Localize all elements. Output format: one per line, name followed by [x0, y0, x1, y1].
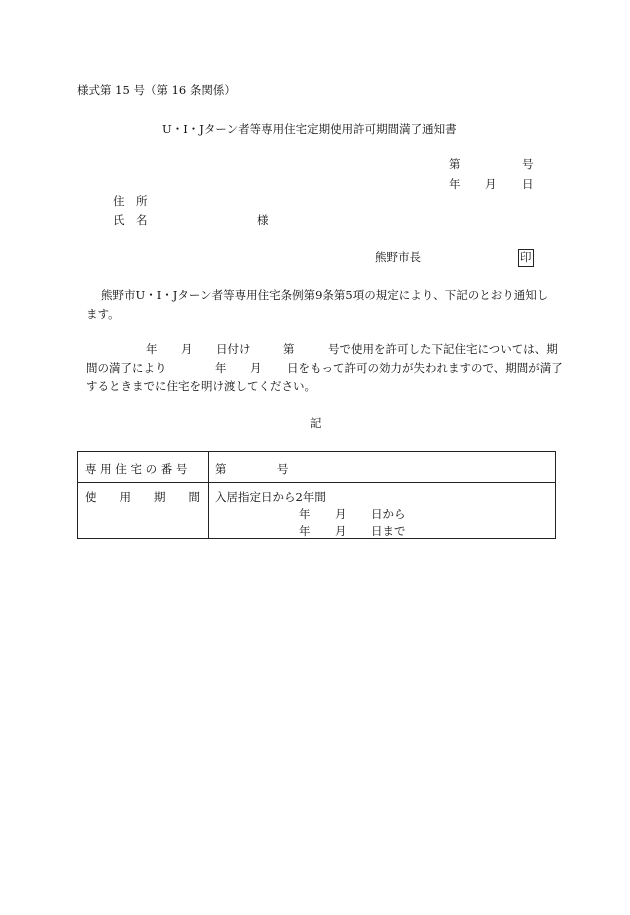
intro-line-1: 熊野市U・I・Jターン者等専用住宅条例第9条第5項の規定により、下記のとおり通知し	[101, 288, 549, 302]
period-from-year: 年	[299, 507, 311, 521]
doc-date-day: 日	[522, 177, 534, 191]
ki-heading: 記	[310, 416, 322, 430]
body-l1-month: 月	[181, 342, 193, 356]
house-number-go: 号	[277, 462, 289, 476]
body-l1-year: 年	[146, 342, 158, 356]
doc-date-year: 年	[449, 177, 461, 191]
body-line-3: するときまでに住宅を明け渡してください。	[86, 379, 316, 393]
sama-honorific: 様	[257, 213, 269, 227]
issuer-title: 熊野市長	[375, 250, 421, 264]
period-to-month: 月	[335, 524, 347, 538]
info-table	[77, 451, 556, 539]
use-period-label: 使 用 期 間	[85, 490, 200, 504]
body-l2-start: 間の満了により	[86, 361, 167, 375]
house-number-label: 専 用 住 宅 の 番 号	[85, 462, 188, 476]
address-label: 住 所	[113, 194, 148, 208]
name-label: 氏 名	[113, 213, 148, 227]
doc-number-go: 号	[522, 157, 534, 171]
house-number-value-cell	[209, 452, 556, 483]
body-l2-month: 月	[250, 361, 262, 375]
doc-number-dai: 第	[449, 157, 461, 171]
document-title: U・I・Jターン者等専用住宅定期使用許可期間満了通知書	[162, 122, 457, 136]
table-row	[78, 452, 556, 483]
body-l1-rest: 号で使用を許可した下記住宅については、期	[328, 342, 558, 356]
table-row	[78, 483, 556, 539]
body-l2-year: 年	[215, 361, 227, 375]
body-l2-rest: 日をもって許可の効力が失われますので、期間が満了	[287, 361, 563, 375]
form-number-label: 様式第 15 号（第 16 条関係）	[77, 83, 236, 97]
period-to-year: 年	[299, 524, 311, 538]
use-period-line-1: 入居指定日から2年間	[215, 490, 326, 504]
house-number-dai: 第	[215, 462, 227, 476]
house-number-label-cell	[78, 452, 209, 483]
period-to-day: 日まで	[371, 524, 406, 538]
seal-mark: 印	[518, 249, 534, 267]
period-from-day: 日から	[371, 507, 406, 521]
period-from-month: 月	[335, 507, 347, 521]
use-period-value-cell	[209, 483, 556, 539]
intro-line-2: ます。	[86, 307, 120, 321]
body-l1-dated: 日付け	[216, 342, 251, 356]
body-l1-dai: 第	[283, 342, 295, 356]
use-period-label-cell	[78, 483, 209, 539]
doc-date-month: 月	[485, 177, 497, 191]
